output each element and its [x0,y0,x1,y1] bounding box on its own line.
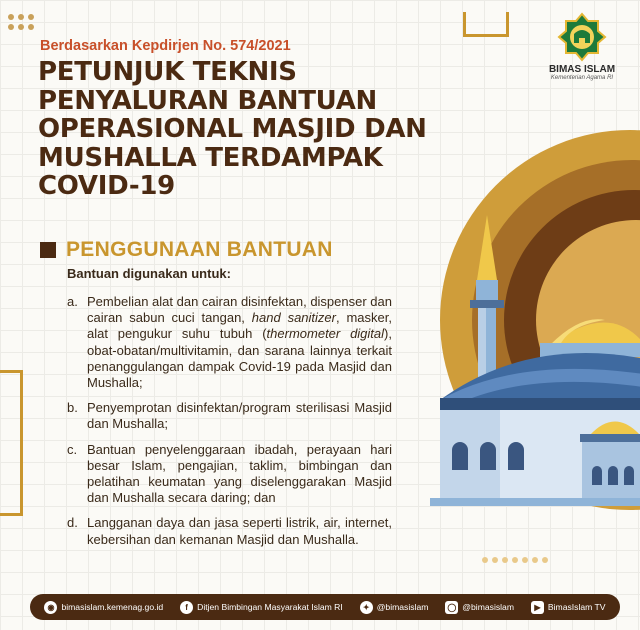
list-item-label: c. [67,441,78,457]
list-item-text: Pembelian alat dan cairan disinfektan, dispenser dan cairan sabun cuci tangan, hand sanitizer, masker, alat pengukur suhu tubuh (thermometer digital), obat-obatan/multivitamin, dan sarana lainnya terkait penanggulangan dampak Covid-19 pada Masjid dan Mushalla; [87,294,392,391]
list-item [67,294,392,391]
mosque-illustration [400,130,640,570]
decree-reference: Berdasarkan Kepdirjen No. 574/2021 [40,38,291,54]
list-item-text: Penyemprotan disinfektan/program sterilisasi Masjid dan Mushalla; [87,400,392,432]
list-item [67,515,392,547]
section-heading [40,238,333,262]
decor-dots-top-left [8,14,34,30]
facebook-icon: f [180,601,193,614]
facebook-link[interactable]: Ditjen Bimbingan Masyarakat Islam RI [197,602,343,612]
usage-list [67,294,392,557]
title-line: COVID-19 [38,171,175,201]
logo-tagline: Kementerian Agama RI [550,75,614,81]
bimas-islam-logo [540,12,624,81]
website-link[interactable]: bimasislam.kemenag.go.id [61,602,164,612]
title-line: OPERASIONAL MASJID DAN [38,114,427,144]
list-item-label: a. [67,294,78,309]
footer-facebook[interactable] [180,601,343,614]
list-item [67,400,392,432]
kemenag-emblem-icon [557,12,607,62]
decor-frame-left [0,370,23,516]
instagram-icon: ◯ [445,601,458,614]
footer-website[interactable] [44,601,163,614]
list-item-text: Bantuan penyelenggaraan ibadah, perayaan hari besar Islam, pengajian, taklim, bimbingan dan pelatihan keumatan yang diselenggarakan Masjid dan Mushalla secara daring; dan [87,441,392,506]
footer-twitter[interactable] [360,601,429,614]
list-item-label: b. [67,400,78,416]
list-item [67,442,392,507]
list-item-label: d. [67,515,78,531]
title-line: PENYALURAN BANTUAN [38,85,377,116]
footer-youtube[interactable] [531,601,606,614]
section-intro: Bantuan digunakan untuk: [67,266,231,281]
section-title: PENGGUNAAN BANTUAN [66,238,333,261]
youtube-link[interactable]: BimasIslam TV [547,602,606,612]
heading-square-icon [40,242,56,258]
footer-instagram[interactable] [445,601,514,614]
instagram-link[interactable]: @bimasislam [462,602,514,612]
list-item-text: Langganan daya dan jasa seperti listrik, air, internet, kebersihan dan kemanan Masjid dan Mushalla. [87,515,392,547]
logo-name: BIMAS ISLAM [548,64,616,75]
youtube-icon: ▶ [531,601,544,614]
title-line: MUSHALLA TERDAMPAK [38,142,383,173]
title-line: PETUNJUK TEKNIS [38,57,297,87]
twitter-link[interactable]: @bimasislam [376,602,429,612]
twitter-icon: ✦ [360,601,373,614]
social-footer [30,594,620,620]
globe-icon: ◉ [44,601,57,614]
decor-frame-top [463,12,509,37]
